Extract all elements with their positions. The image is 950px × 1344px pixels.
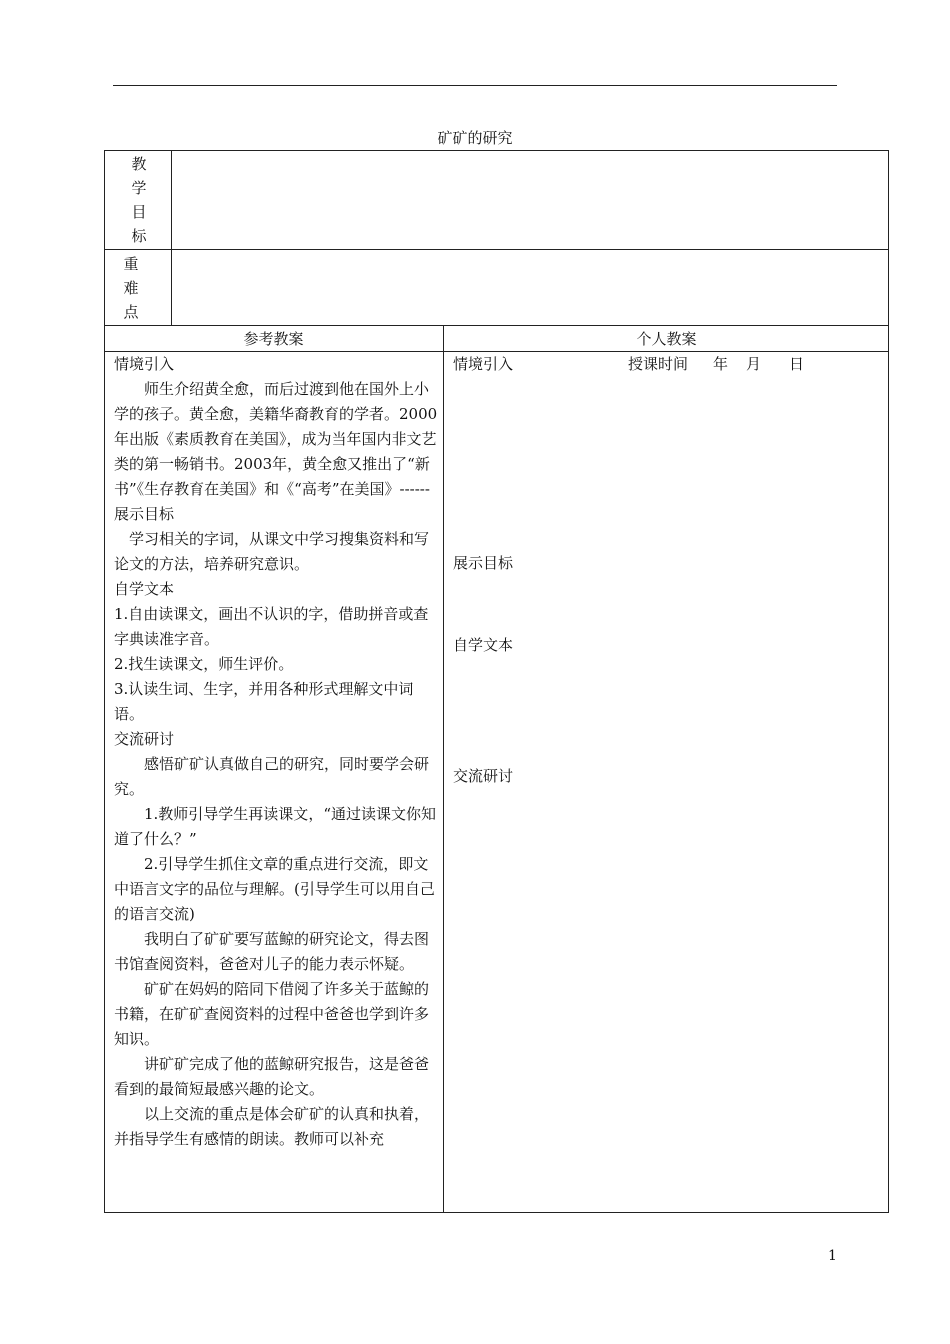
difficulty-label-char: 重: [123, 255, 139, 273]
list-item: 3.认读生词、生字，并用各种形式理解文中词语。: [114, 680, 414, 723]
objectives-label-char: 标: [131, 227, 147, 245]
difficulty-label-char: 点: [123, 303, 139, 321]
personal-goals-label: 展示目标: [453, 554, 514, 572]
difficulty-label: [100, 252, 162, 324]
objectives-label-char: 学: [131, 179, 147, 197]
list-item: 2.找生读课文，师生评价。: [114, 655, 294, 673]
row-divider: [104, 325, 889, 326]
list-item: 1.自由读课文，画出不认识的字，借助拼音或查字典读准字音。: [114, 605, 429, 648]
paragraph: 感悟矿矿认真做自己的研究，同时要学会研究。: [114, 755, 430, 798]
personal-plan-header: 个人教案: [636, 330, 697, 348]
section-heading: 情境引入: [114, 355, 175, 373]
paragraph: 1.教师引导学生再读课文，“通过读课文你知道了什么？”: [114, 805, 436, 848]
paragraph: 我明白了矿矿要写蓝鲸的研究论文，得去图书馆查阅资料，爸爸对儿子的能力表示怀疑。: [114, 930, 430, 973]
day-label: 日: [789, 355, 805, 373]
header-rule: [113, 85, 837, 86]
column-divider: [443, 325, 444, 1213]
document-title: 矿矿的研究: [437, 129, 513, 147]
page-number: 1: [828, 1248, 837, 1264]
difficulty-label-char: 难: [123, 279, 139, 297]
reference-plan-content: [114, 352, 438, 1152]
personal-self-study-label: 自学文本: [453, 636, 514, 654]
difficulty-content: [172, 250, 888, 325]
paragraph: 师生介绍黄全愈，而后过渡到他在国外上小学的孩子。黄全愈，美籍华裔教育的学者。2000年出版《素质教育在美国》，成为当年国内非文艺类的第一畅销书。2003年，黄全愈又推出了“新书”《生存教育在美国》和《“高考”在美国》------: [114, 380, 438, 498]
section-heading: 交流研讨: [114, 730, 175, 748]
month-label: 月: [746, 355, 762, 373]
personal-intro-label: 情境引入: [453, 355, 514, 373]
objectives-label: [108, 152, 170, 248]
class-time-label: 授课时间: [628, 355, 689, 373]
paragraph: 学习相关的字词，从课文中学习搜集资料和写论文的方法，培养研究意识。: [114, 530, 430, 573]
paragraph: 以上交流的重点是体会矿矿的认真和执着，并指导学生有感情的朗读。教师可以补充: [114, 1105, 430, 1148]
paragraph: 讲矿矿完成了他的蓝鲸研究报告，这是爸爸看到的最简短最感兴趣的论文。: [114, 1055, 430, 1098]
section-heading: 展示目标: [114, 505, 175, 523]
objectives-content: [172, 151, 888, 249]
section-heading: 自学文本: [114, 580, 175, 598]
reference-plan-header: 参考教案: [243, 330, 304, 348]
objectives-label-char: 教: [131, 155, 147, 173]
paragraph: 矿矿在妈妈的陪同下借阅了许多关于蓝鲸的书籍，在矿矿查阅资料的过程中爸爸也学到许多知识。: [114, 980, 430, 1048]
objectives-label-char: 目: [131, 203, 147, 221]
year-label: 年: [713, 355, 729, 373]
paragraph: 2.引导学生抓住文章的重点进行交流，即文中语言文字的品位与理解。(引导学生可以用自己的语言交流): [114, 855, 435, 923]
personal-discussion-label: 交流研讨: [453, 767, 514, 785]
